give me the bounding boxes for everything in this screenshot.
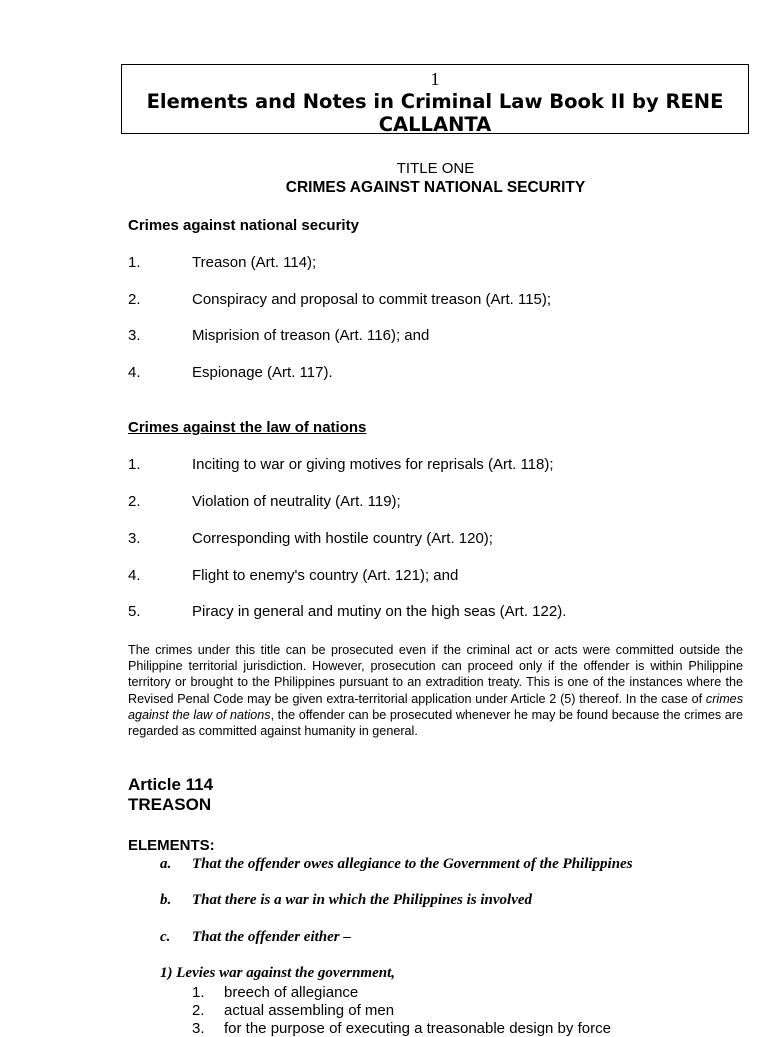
elements-heading: ELEMENTS: bbox=[128, 837, 215, 854]
list-item-text: Treason (Art. 114); bbox=[192, 254, 317, 271]
title-heading: CRIMES AGAINST NATIONAL SECURITY bbox=[285, 179, 586, 196]
header-box bbox=[121, 64, 749, 134]
list-item-number: 1. bbox=[128, 456, 141, 473]
list-item-text: Flight to enemy's country (Art. 121); and bbox=[192, 567, 459, 584]
paragraph-text: The crimes under this title can be prosecuted even if the criminal act or acts were committed outside the Philippine territorial jurisdiction. However, prosecution can proceed only if the offender is within Philippine territory or brought to the Philippines pursuant to an extradition treaty. This is one of the instances where the Revised Penal Code may be given extra-territorial application under Article 2 (5) thereof. In the case of bbox=[128, 643, 743, 706]
levies-item-number: 1. bbox=[192, 984, 205, 1001]
list-item-number: 1. bbox=[128, 254, 141, 271]
list-item-number: 3. bbox=[128, 327, 141, 344]
element-text: That the offender owes allegiance to the Government of the Philippines bbox=[192, 856, 633, 872]
law-of-nations-heading: Crimes against the law of nations bbox=[128, 419, 367, 436]
list-item-number: 2. bbox=[128, 493, 141, 510]
jurisdiction-paragraph bbox=[128, 642, 743, 739]
list-item-text: Corresponding with hostile country (Art. 120); bbox=[192, 530, 493, 547]
list-item-text: Conspiracy and proposal to commit treason (Art. 115); bbox=[192, 291, 552, 308]
paragraph-italic: crimes against the law of nations bbox=[128, 691, 743, 722]
list-item-number: 5. bbox=[128, 603, 141, 620]
document-title: Elements and Notes in Criminal Law Book II by RENE CALLANTA bbox=[146, 90, 724, 136]
element-text: That there is a war in which the Philippines is involved bbox=[192, 892, 533, 908]
levies-item-number: 2. bbox=[192, 1002, 205, 1019]
title-one: TITLE ONE bbox=[396, 160, 475, 177]
page-number: 1 bbox=[430, 69, 440, 89]
list-item-text: Misprision of treason (Art. 116); and bbox=[192, 327, 430, 344]
list-item-text: Piracy in general and mutiny on the high seas (Art. 122). bbox=[192, 603, 567, 620]
element-text: That the offender either – bbox=[192, 929, 351, 945]
article-name: TREASON bbox=[128, 795, 212, 814]
element-letter: b. bbox=[160, 892, 172, 908]
national-security-heading: Crimes against national security bbox=[128, 217, 359, 234]
list-item-number: 2. bbox=[128, 291, 141, 308]
list-item-number: 4. bbox=[128, 567, 141, 584]
levies-war-heading: 1) Levies war against the government, bbox=[160, 965, 395, 981]
list-item-number: 3. bbox=[128, 530, 141, 547]
list-item-number: 4. bbox=[128, 364, 141, 381]
article-number: Article 114 bbox=[128, 775, 214, 794]
list-item-text: Inciting to war or giving motives for reprisals (Art. 118); bbox=[192, 456, 554, 473]
element-letter: a. bbox=[160, 856, 172, 872]
element-letter: c. bbox=[160, 929, 171, 945]
paragraph-text-end: , the offender can be prosecuted whenever he may be found because the crimes are regarded as committed against humanity in general. bbox=[128, 707, 744, 739]
levies-item-text: for the purpose of executing a treasonable design by force bbox=[224, 1020, 611, 1037]
list-item-text: Violation of neutrality (Art. 119); bbox=[192, 493, 401, 510]
levies-item-number: 3. bbox=[192, 1020, 205, 1037]
list-item-text: Espionage (Art. 117). bbox=[192, 364, 333, 381]
levies-item-text: breech of allegiance bbox=[224, 984, 359, 1001]
levies-item-text: actual assembling of men bbox=[224, 1002, 395, 1019]
